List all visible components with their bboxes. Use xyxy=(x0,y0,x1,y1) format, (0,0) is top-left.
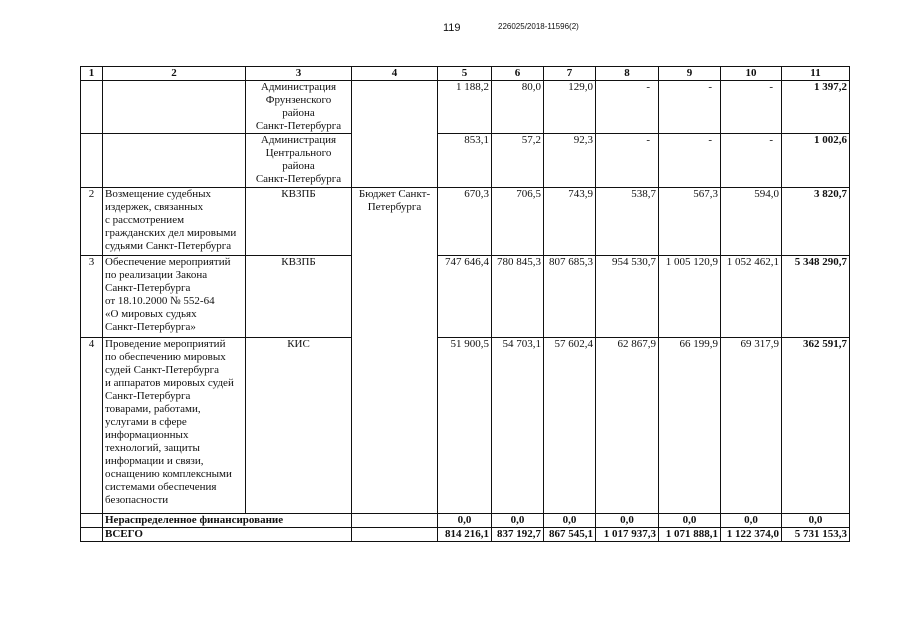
summary-value: 0,0 xyxy=(596,514,659,528)
cell-text-line: Обеспечение мероприятий xyxy=(105,256,231,268)
year-value: 747 646,4 xyxy=(438,256,492,338)
year-value: 57 602,4 xyxy=(544,338,596,514)
cell-text-line: от 18.10.2000 № 552-64 xyxy=(105,295,215,307)
summary-source-cell xyxy=(352,528,438,542)
year-value: 670,3 xyxy=(438,188,492,256)
year-value: 62 867,9 xyxy=(596,338,659,514)
year-value: - xyxy=(659,81,721,134)
year-value: 66 199,9 xyxy=(659,338,721,514)
cell-text-line: КВЗПБ xyxy=(281,256,316,268)
table-row xyxy=(81,256,850,338)
budget-table xyxy=(80,66,850,542)
year-value: - xyxy=(721,134,782,188)
cell-text-line: района xyxy=(282,160,315,172)
summary-number-cell xyxy=(81,528,103,542)
cell-text-line: системами обеспечения xyxy=(105,481,217,493)
year-value: 853,1 xyxy=(438,134,492,188)
year-value: 69 317,9 xyxy=(721,338,782,514)
summary-label: ВСЕГО xyxy=(103,528,352,542)
cell-text-line: по обеспечению мировых xyxy=(105,351,226,363)
page-number: 119 xyxy=(443,22,461,34)
column-header: 11 xyxy=(782,67,850,81)
row-total: 3 820,7 xyxy=(782,188,850,256)
cell-text-line: Администрация xyxy=(260,81,337,93)
row-number xyxy=(81,81,103,134)
summary-total: 0,0 xyxy=(782,514,850,528)
cell-text-line: технологий, защиты xyxy=(105,442,200,454)
funding-source xyxy=(352,188,438,514)
year-value: 1 052 462,1 xyxy=(721,256,782,338)
cell-text-line: по реализации Закона xyxy=(105,269,208,281)
cell-text-line: с рассмотрением xyxy=(105,214,185,226)
cell-text-line: Санкт-Петербурга xyxy=(105,282,191,294)
funding-source-empty xyxy=(352,81,438,188)
summary-value: 0,0 xyxy=(659,514,721,528)
cell-text-line: Санкт-Петербурга xyxy=(255,173,342,185)
summary-value: 814 216,1 xyxy=(438,528,492,542)
cell-text-line: района xyxy=(282,107,315,119)
row-number xyxy=(81,134,103,188)
cell-text-line: и аппаратов мировых судей xyxy=(105,377,234,389)
cell-text-line: КВЗПБ xyxy=(281,188,316,200)
activity-name xyxy=(103,81,246,134)
summary-value: 0,0 xyxy=(544,514,596,528)
year-value: 706,5 xyxy=(492,188,544,256)
column-header: 9 xyxy=(659,67,721,81)
cell-text-line: услугами в сфере xyxy=(105,416,187,428)
column-header: 3 xyxy=(246,67,352,81)
cell-text-line: издержек, связанных xyxy=(105,201,204,213)
cell-text-line: Центрального xyxy=(265,147,332,159)
summary-value: 0,0 xyxy=(438,514,492,528)
year-value: 80,0 xyxy=(492,81,544,134)
summary-value: 837 192,7 xyxy=(492,528,544,542)
cell-text-line: информационных xyxy=(105,429,189,441)
cell-text-line: Санкт-Петербурга xyxy=(105,390,191,402)
row-total: 5 348 290,7 xyxy=(782,256,850,338)
table-row xyxy=(81,188,850,256)
row-total: 1 397,2 xyxy=(782,81,850,134)
year-value: 92,3 xyxy=(544,134,596,188)
row-total: 1 002,6 xyxy=(782,134,850,188)
summary-number-cell xyxy=(81,514,103,528)
activity-name xyxy=(103,256,246,338)
column-header: 10 xyxy=(721,67,782,81)
row-number: 3 xyxy=(81,256,103,338)
row-number: 4 xyxy=(81,338,103,514)
activity-name xyxy=(103,134,246,188)
summary-value: 0,0 xyxy=(721,514,782,528)
cell-text-line: Петербурга xyxy=(367,201,422,213)
cell-text-line: Возмещение судебных xyxy=(105,188,212,200)
activity-name xyxy=(103,188,246,256)
column-header: 7 xyxy=(544,67,596,81)
grand-total-row xyxy=(81,528,850,542)
cell-text-line: Администрация xyxy=(260,134,337,146)
summary-value: 1 017 937,3 xyxy=(596,528,659,542)
executor xyxy=(246,134,352,188)
activity-name xyxy=(103,338,246,514)
table-row xyxy=(81,81,850,134)
year-value: 743,9 xyxy=(544,188,596,256)
year-value: - xyxy=(596,134,659,188)
cell-text-line: Бюджет Санкт- xyxy=(358,188,431,200)
document-id: 226025/2018-11596(2) xyxy=(498,22,579,31)
cell-text-line: безопасности xyxy=(105,494,169,506)
year-value: 538,7 xyxy=(596,188,659,256)
year-value: - xyxy=(659,134,721,188)
summary-source-cell xyxy=(352,514,438,528)
executor xyxy=(246,338,352,514)
cell-text-line: судьями Санкт-Петербурга xyxy=(105,240,232,252)
cell-text-line: оснащению комплексными xyxy=(105,468,232,480)
year-value: 594,0 xyxy=(721,188,782,256)
summary-total: 5 731 153,3 xyxy=(782,528,850,542)
cell-text-line: «О мировых судьях xyxy=(105,308,197,320)
summary-label: Нераспределенное финансирование xyxy=(103,514,352,528)
cell-text-line: гражданских дел мировыми xyxy=(105,227,237,239)
year-value: 954 530,7 xyxy=(596,256,659,338)
column-header: 4 xyxy=(352,67,438,81)
cell-text-line: товарами, работами, xyxy=(105,403,201,415)
column-header: 6 xyxy=(492,67,544,81)
year-value: 51 900,5 xyxy=(438,338,492,514)
year-value: 129,0 xyxy=(544,81,596,134)
year-value: 780 845,3 xyxy=(492,256,544,338)
summary-value: 0,0 xyxy=(492,514,544,528)
cell-text-line: Проведение мероприятий xyxy=(105,338,226,350)
cell-text-line: судей Санкт-Петербурга xyxy=(105,364,220,376)
cell-text-line: Санкт-Петербурга xyxy=(255,120,342,132)
summary-value: 1 122 374,0 xyxy=(721,528,782,542)
summary-value: 867 545,1 xyxy=(544,528,596,542)
year-value: - xyxy=(721,81,782,134)
executor xyxy=(246,256,352,338)
year-value: 807 685,3 xyxy=(544,256,596,338)
year-value: 57,2 xyxy=(492,134,544,188)
year-value: 54 703,1 xyxy=(492,338,544,514)
executor xyxy=(246,188,352,256)
cell-text-line: информации и связи, xyxy=(105,455,204,467)
executor xyxy=(246,81,352,134)
cell-text-line: КИС xyxy=(287,338,310,350)
year-value: 567,3 xyxy=(659,188,721,256)
year-value: 1 188,2 xyxy=(438,81,492,134)
table-row xyxy=(81,134,850,188)
row-number: 2 xyxy=(81,188,103,256)
year-value: - xyxy=(596,81,659,134)
cell-text-line: Фрунзенского xyxy=(265,94,332,106)
column-header: 8 xyxy=(596,67,659,81)
summary-value: 1 071 888,1 xyxy=(659,528,721,542)
row-total: 362 591,7 xyxy=(782,338,850,514)
table-row xyxy=(81,338,850,514)
year-value: 1 005 120,9 xyxy=(659,256,721,338)
column-header: 2 xyxy=(103,67,246,81)
column-header-row xyxy=(81,67,850,81)
unallocated-row xyxy=(81,514,850,528)
column-header: 1 xyxy=(81,67,103,81)
column-header: 5 xyxy=(438,67,492,81)
cell-text-line: Санкт-Петербурга» xyxy=(105,321,196,333)
